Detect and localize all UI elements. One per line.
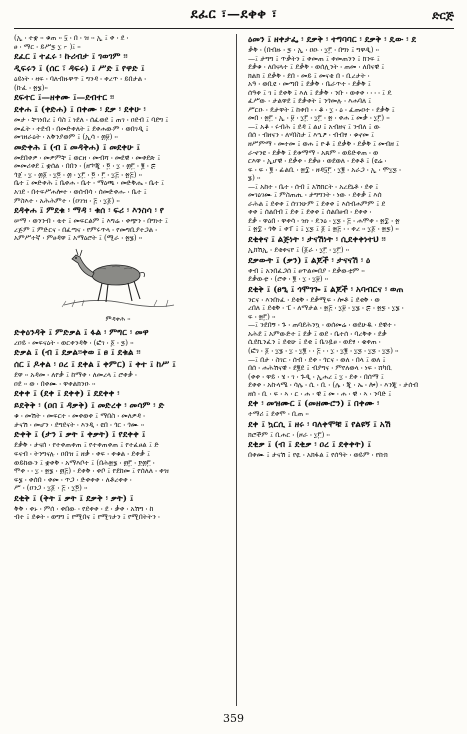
entry-text-line: ወይከውን ፤ ቋቀቅ ፡ አማእቦተ ፤ (በሕ፳፮ ፡ ፴፫ ፡ ፻፴፫ ፡ [14, 458, 155, 467]
left-column [14, 34, 222, 690]
dikdik-illustration [14, 245, 222, 325]
entry-text-line: ታናሽ ፡ መሆን ፡ ደግደናት ፡ እንዲ ፡ ዩበ ፡ ጎር ፡ ጎሙ ፡፡ [14, 420, 145, 429]
entry-text-line: ፍ ፡ ፍ ፡ ፪ ፡ ፊልቢ ፡ ፳፰ ፡ ዘዳ፶፫ ፡ ፲፪ ፡ አራጋ ፡ ኢ ፡ ሞ፲፯ ፡ [248, 165, 401, 174]
figure-caption: ምዳቀሕ ፡፡ [105, 314, 131, 323]
entry-text-line: በሰ ፡ ሐሕሽናዊ ፡ ደ፪ደ ፤ ብያግና ፡ ምየለወላ ፡ ነፍ ፡ ሸካቢ [248, 364, 392, 373]
entry-text-line: ቁ ፡ መሽት ፡ መፍርተ ፡ መቀወቀ ፤ ማበስ ፡ መለዎዳ ፡ [14, 412, 145, 421]
entry-text-line: መታ ፡ ቸገነበረ ፤ ባስ ፤ ነደለ ፡ ሰፈወደ ፤ ጠገ ፡ ዐደብ ፤ ባደግ ፤ [14, 116, 169, 125]
entry-text-line: አገደ ፡ በተፍሥሐሎተ ፡ ወሰብሳ ፡ ሰመድቀሑ ፡ ቤተ ፤ [14, 188, 147, 197]
entry-text-line: በሰ ፡ ብዘናን ፡ ለሃበስታ ፤ እኂፆ ፡ ብብፃ ፡ ቁኖመ ፤ [248, 131, 374, 140]
entry-text-line: ፍ ፡ ፳፫) ፡፡ [248, 312, 276, 321]
entry-text-line: ክሮችም ፤ ቢሐር ፡ (ዞራ ፡ ፲፫) ፡፡ [248, 430, 330, 439]
entry-text-line: ንርና ፡ እንበነፈ ፡ ደቂቅ ፡ ደቃሚፍ ፡ ሎቶ ፤ ደቂቅ ፡ ወ [248, 295, 380, 304]
entry-text-line: ቀቀ ፤ ሰልበብ ፤ ደቀ ፤ ደቀቀ ፤ ሰልበፀብ ፡ ደቀቀ ፡ [248, 208, 372, 217]
entry-text-line: ደቃቁ ፡ ለበናላተ ፤ ደቃቅ ፡ ወሰሊንት ፡ ጠመ ፡ ለበናዊ ፤ [248, 63, 385, 72]
entry-text-line: ዘሰ ፡ ቢ ፡ ፍ ፡ ኣ ፡ ር ፡ ሐ ፡ ዊ ፤ መ ፡ ሐ ፡ ዊ ፡ ኣ ፡ ንባድ ፤ [248, 389, 392, 398]
entry-text-line: ፈሥው ፡ ታልዋደ ፤ ደቃቀት ፤ ንጎመሉ ፡ እሐባለ ፤ [248, 97, 372, 106]
entry-text-line: ዐደ ፡፡ ወ ፡ በቀሙ ፡ ዋቀልክንዑ ፡፡ [14, 379, 96, 388]
entry-headword: ደቀ ፤ ኳርሲ ፤ ዘሩ ፡ ባለቀሞቹ ፤ የልዩኝ ፤ አሽ [248, 419, 391, 430]
entry-text-line: መደበቀዎ ፡ መዎምቸ ፤ ወርዘ ፡ መብሻ ፡ መደዊ ፡ መቀደጽ ፤ [14, 153, 161, 162]
entry-headword: ደቂቅ ፤ (ቅት ፤ ቃት ፤ ደቃቅ ፡ ቃት) ፤ [14, 493, 134, 504]
entry-text-line: ጎጀ ፡ ፲ ፡ ፴፩ ፡ ፲፬ ፡ ፴ ፡ ፲፫ ፡ ፬ ፡ ፫ ፡ ፲፭ ፡ ፳፭) ፡፡ [14, 170, 143, 179]
entry-text-line: በቀሙ ፤ ታናሽ ፤ የዪ ፡ አክፋል ፤ የሰዓት ፡ ወይም ፡ የኩክ [248, 451, 388, 460]
entry-text-line: መገዕገሙ ፤ ምስጠጢ ፡ ታግግንት ፡ ነው ፡ ደቀቃ ፤ እሰ [248, 191, 382, 200]
entry-headword: ደቂቅ ፤ (ፀዒ ፤ ጎሞገጐ ፤ ልጆች ፡ አባብርና ፡ ወጠ [248, 284, 404, 295]
entry-text-line: ረጅም ፤ ምድርና ፡ በፈጣና ፡ የምሩጥላ ፡ የመግቢያተጋል ፡ [14, 225, 158, 234]
entry-headword: ሰር ፤ ዶቀል ፡ ዐረ ፤ ደቀል ፤ ቀምር) ፤ ቀተ ፤ ከሥ ፤ [14, 360, 176, 371]
entry-text-line: ቃቅ ፡ (በብዙ ፡ ፯ ፡ ኢ ፡ ዐዑ ፡ ፲፫ ፡ በግነ ፤ ግዋዲ) ፡፡ [248, 46, 379, 54]
entry-headword: ድቃል ፤ (ብ ፤ ደቃል፡፡ቀወ ፤ ፀ ፤ ደቁል ፡፡ [14, 348, 141, 359]
entry-text-line: ዘሥምማ ፡ መተመ ፤ ወሐ ፤ ዮቆ ፤ ደቃቅ ፡ ደቃቅ ፤ መብዘ ፤ [248, 140, 400, 149]
entry-headword: ዲፍሩን ፤ (ሰር ፣ ዳፍሩ) ፤ ሥድ ፤ የዋድ ፤ [14, 64, 145, 75]
entry-headword: ዕመን ፤ ዘቀታፌ ፡ ደቃቅ ፡ ተግባባር ፡ ደቃቅ ፡ ዴው ፡ ደ [248, 35, 417, 45]
entry-headword: ደዳቀሐ ፤ ምደቁ ፡ ማዳ ፡ ቁሰ ፡ ፍሪ ፡ እንስሳ ፡ የ [14, 206, 164, 217]
entry-text-line: ሠማ ፡ ወንንብ ፡ ቴተ ፤ መፍርልም ፤ እግሬ ፡ ቀጭን ፡ በግነተ ፤ [14, 217, 168, 226]
entry-text-line: ራኆንዩ ፡ ደቃቅ ፤ ደቱማማ ፡ አጸም ፡ ወይድቀጠ ፡ ወ [248, 148, 379, 157]
entry-text-line: ራሕል ፤ ደቀቀ ፤ ሰገንሁም ፤ ደቀቀ ፤ እሰብሐምም ፤ ደ [248, 199, 386, 208]
page-header [14, 6, 454, 29]
entry-text-line: መገዘራዕት ፡ አቅንያወም ፤ (ኢሳ ፡ ፴፱) ፡፡ [14, 133, 118, 142]
entry-headword: ደቃውት ፤ (ቃን) ፤ ልጆች ፡ ታናናሽ ፡ ዕ [248, 255, 371, 266]
entry-headword: ደቂቃ ፤ (ብ ፤ ደቂቃ ፡ ዐረ ፤ ደቀቀት) ፤ [248, 440, 372, 451]
entry-text-line: አሕደ ፤ አምውድተ ፤ ደቃ ፤ ወደ ፡ ቤተሰ ፡ ባረቅቀ ፡ ደቃ [248, 329, 387, 338]
entry-text-line: ደቃውቲ ፡ (ሮቀ ፡ ፪ ፡ ፲ ፡ ፲፱) ፡፡ [248, 275, 329, 284]
entry-text-line: (ቀቀ ፡ ዋይ ፡ ሄ ፡ ገ ፡ ጉዲ ፡ ኢሐረ ፤ ፲ ፡ ደቀ ፡ በሰማ ፤ [248, 372, 384, 381]
entry-text-line: ረበለ ፤ ደቂቅ ፡ ፒ ፡ ለማታል ፡ ፳፭ ፡ ፲፱ ፡ ፲፮ ፡ ፷ ፡ ፳፯ ፡ ፲፮ ፡ [248, 304, 404, 313]
entry-text-line: ኢክሽኢ ፡ ደቂቀናየ ፤ (፩ራ ፡ ፲፫ ፡ ፲፫) ፡፡ [248, 246, 350, 255]
entry-text-line: ደዋ ፡፡ አዳመ ፡ ለየቃ ፤ ከማቀ ፡ ለመረላ ፤ ሮቀቃ ፡ [14, 371, 137, 380]
entry-text-line: —፤ ንደበኝ ፡ ጉ ፡ ጠባደሕንኳ ፡ ወሰመሬ ፡ ወደሁዱ ፡ ደዊተ ፡ [248, 321, 396, 330]
entry-text-line: —፤ በታ ፡ ስገር ፡ ሰብ ፡ ደቀ ፡ ጎርና ፡ ወለ ፡ በላ ፤ ወለ ፤ [248, 355, 386, 364]
right-column [248, 34, 456, 706]
entry-text-line: ሞቀ ፡ ፡ ፲ ፡ ፳፮ ፡ ፴፭) ፡ ደቀቅ ፡ ቀቦ ፤ የደከመ ፤ የሰለለ ፡ ቀዝ [14, 467, 169, 476]
entry-headword: ይደቅቅ ፡ (ዐበ ፤ ዳቃቅ) ፤ መድረቀ ፡ መሳም ፡ ድ [14, 401, 165, 412]
entry-text-line: ምስእተ ፡ አሕሕምተ ፡ (ዐገዝ ፡ ፭ ፡ ፲፩) ፡፡ [14, 196, 120, 205]
entry-text-line: ቤተ ፤ መድቀሕ ፤ ቤቀሐ ፡ ቤተ ፡ ማዕጫ ፡ መድቅሔ ፡ ቤተ ፤ [14, 179, 165, 188]
entry-text-line: ሲደኪንፈን ፤ ደቂሁ ፤ ደቂ ፤ ቤገዷፀ ፡ ወደፃ ፡ ቄቀጠ ፡ [248, 338, 381, 347]
column-divider [236, 34, 237, 706]
entry-text-line: አዓ ፡ ወቢዩ ፡ መጣበ ፤ ደቃቅ ፡ ቤራጥተ ፡ ደቃቅ ፤ [248, 80, 371, 89]
entry-text-line: ፍናብ ፡ ትንግናሉ ፡ ዐበዝ ፤ ዘቃ ፡ ቀፍ ፡ ቀቁል ፡ ደቀቃ ፤ [14, 450, 150, 459]
running-head-title: ደፈር ፣—ደቀቀ ፣ [190, 7, 278, 22]
entry-text-line: መፈት ፡ ተደብ ፡ በመድቀለት ፤ ደቀሐውም ፡ ወበገዲ ፤ [14, 124, 149, 133]
entry-text-line: ፤ ፳፰ ፡ ጎቅ ፤ ቀፐ ፤ ፤ ፲፯ ፤ ፩ ፤ ፳፭ ፡ ፡ ቀረ ፡፡ ፲፩ ፡ ፳፯) ፡፡ [248, 225, 399, 234]
entry-headword: መድቀሕ ፤ (ብ ፤ መዳቅሐ) ፤ መደቀሁ ፤ [14, 142, 141, 153]
entry-headword: ድቀዕንዳቅ ፤ ምድቃል ፤ ፋል ፡ ምግር ፡ መዋ [14, 327, 149, 338]
entry-headword: ድቀቅ ፤ (ታን ፤ ቃት ፤ ቀቃት) ፤ የደቀቀ ፤ [14, 430, 146, 441]
entry-text-line: —፤ አከተ ፡ ቤተ ፡ ሰብ ፤ አሽክርት ፡ አረደኒቶ ፡ ደቀ ፤ [248, 182, 379, 191]
entry-headword: ደቂቀና ፤ ልጅነት ፡ ታናሽነት ፡ ሲደቀቀነተህ ፡፡ [248, 235, 386, 246]
entry-headword: ደቀቀ ፤ (ደቀ ፤ ደቀቀ) ፤ ደደቀቀ ፡ [14, 389, 120, 400]
antelope-drawing-icon [54, 245, 182, 313]
entry-text-line: ፮) ፡፡ [248, 174, 261, 183]
entry-text-line: መበ ፡ ፳፫ ፡ ኢ ፡ ፱ ፡ ፲፫ ፡ ፲፫ ፡ ፳ ፡ ቀሐ ፤ መቃ ፡ ፲፫) ፡፡ [248, 114, 390, 123]
entry-headword: ደቀ ፡ መዝሙር ፤ (መዘሙሮን) ፤ በቀሙ ፡ [248, 399, 380, 410]
entry-headword: ደፈር ፤ ተፈሩ ፡ ኩሪብታ ፤ ገወገም ፡፡ [14, 52, 128, 63]
entry-text-line: ቅቅ ፡ ቀኑ ፡ ምሰ ፡ ቀበው ፡ የደቀቀ ፡ ደ ፡ ቃቀ ፡ አሽግ ፡ ከ [14, 504, 154, 513]
entry-text-line: ፍ፮ ፡ ቀሰበ ፡ ቀመ ፡ ጥጋ ፡ ድቀቀቀ ፡ ለቶረቀቀ ፡ [14, 475, 132, 484]
entry-text-line: (ኩፈ ፡ ፳፮)፡፡ [14, 83, 48, 92]
entry-text-line: ተማሪ ፤ ደቀሞ ፡ ቢጠ ፡፡ [248, 410, 309, 419]
entry-text-line: (ኢ ፡ ተቋ ፡፡ ቁጠ ፡፡ ፶ ፡ በ ፡ ዝ ፡፡ ኢ ፤ ቀ ፡ ደ ፡ [14, 34, 129, 42]
entry-text-line: ክልክ ፤ ደቃቅ ፡ ደበ ፡ መይ ፤ መናቂ በ ፡ ቢረታት ፡ [248, 71, 370, 80]
entry-text-line: (ፎገ ፡ ፩ ፡ ፲፮ ፡ ፲ ፡ ፲፪ ፡ ፡ ፭ ፡ ፡ ፲ ፡ ፲፪ ፡ ፲፯ ፡ ፲፯ ፡ ፲፯) ፡፡ [248, 346, 399, 355]
entry-text-line: —፤ አቆ ፡ ሩብሕ ፤ ደዳ ፤ ልሀ ፤ አብዘና ፤ ንብለ ፤ ው [248, 122, 381, 131]
page-number: 359 [223, 712, 244, 725]
entry-text-line: ርእዋ ፡ ኢሆዊ ፡ ደቃቀ ፡ ደቃፀ ፡ ወደወለ ፡ ደቀቶ ፤ (ዩሬ ፡ [248, 157, 387, 166]
entry-text-line: ረዐይ ፡ መፍናዕት ፡ ወርቀንዳቅ ፡ (ፎገ ፡ ፩ ፡ ፯) ፡፡ [14, 338, 134, 347]
entry-headword: ደፍተር ፤—ዘቀሙ ፤—ደብተር ፡፡ [14, 93, 115, 104]
entry-text-line: ቀብ ፤ አንበፈጋሰ ፤ ፀጥልመበያ ፡ ደቃውቲም ፡፡ [248, 266, 365, 275]
running-head-word: ድርጅ [432, 9, 454, 22]
entry-text-line: ደቀቀ ፡ አኩላሜ ፡ ሳሌ ፡ ሲ ፡ ቢ ፡ (ሌ ፡ ጂ ፡ ኤ ፡ ሎ) ፡ እንጂ ፡ ታሰብ [248, 381, 419, 390]
entry-text-line: መመሪቀደ ፤ ቋሰል ፡ በበን ፡ (ዘኍጂ ፡ ፬ ፡ ፲ ፡ ፴፫ ፡ ፪ ፡ ፷ [14, 162, 156, 171]
entry-text-line: አምሥተኛ ፡ ምፀዳዋ ፤ አማዕሮት ፤ (ሚራ ፡ ፳፮) ፡፡ [14, 234, 143, 243]
entry-text-line: ሥርዑ ፡ ዴታዋት ፤ ከቀበ ፡ ፡ ቆ ፡ ፲ ፡ ዕ ፡ ፈጡዐተ ፡ ደቃቅ ፤ [248, 105, 395, 114]
entry-text-line: ደቃቅ ፡ ታናሰ ፡ የተቀጠቀጠ ፤ የተቀጠቀጠ ፤ የተፈፀል ፤ ድ [14, 441, 159, 450]
entry-text-line: ሰዓቀ ፤ ገ ፤ ደቀቅ ፤ እለ ፤ ደቃቅ ፡ ንቡ ፡ ወቀቀ ፡ ፡ ፡ ፡ ፤ ዴ [248, 88, 392, 97]
entry-text-line: ብተ ፤ ደቁት ፡ ወግግ ፤ የሚበና ፤ የሚገታን ፤ የሚበትትን ፡ [14, 513, 160, 522]
entry-text-line: ዕይነት ፡ ዛፍ ፡ ባለብዙዋጥ ፤ ግንዳ ፡ ቀረጥ ፡ ይበታል ፡ [14, 75, 147, 84]
entry-headword: ደቀሐ ፤ (ቀድሐ) ፤ በቀሙ ፡ ደቃ ፡ ደቀሁ ፡ [14, 105, 146, 116]
entry-text-line: ደቃ ፡ ዋዕበ ፡ ዋቀሳ ፡ ዝነ ፡ ዴንዕ ፡ ፲፯ ፡ ፭ ፡ ሐሞቀ ፡ ፳፰ ፡ ፳ [248, 216, 400, 225]
entry-text-line: —፤ ታግግ ፤ ጥቃትን ፤ ቀመጠ ፤ ቀመጠንን ፤ ክንፍ ፤ [248, 54, 380, 63]
entry-text-line: ሥ ፡ (ዐንጋ ፡ ፲፩ ፡ ፭ ፡ ፲፬) ፡፡ [14, 484, 88, 493]
entry-text-line: ፀ ፡ ማር ፡ ይሥ፯ ፲ ፦ )፤ ፡፡ [14, 42, 81, 51]
